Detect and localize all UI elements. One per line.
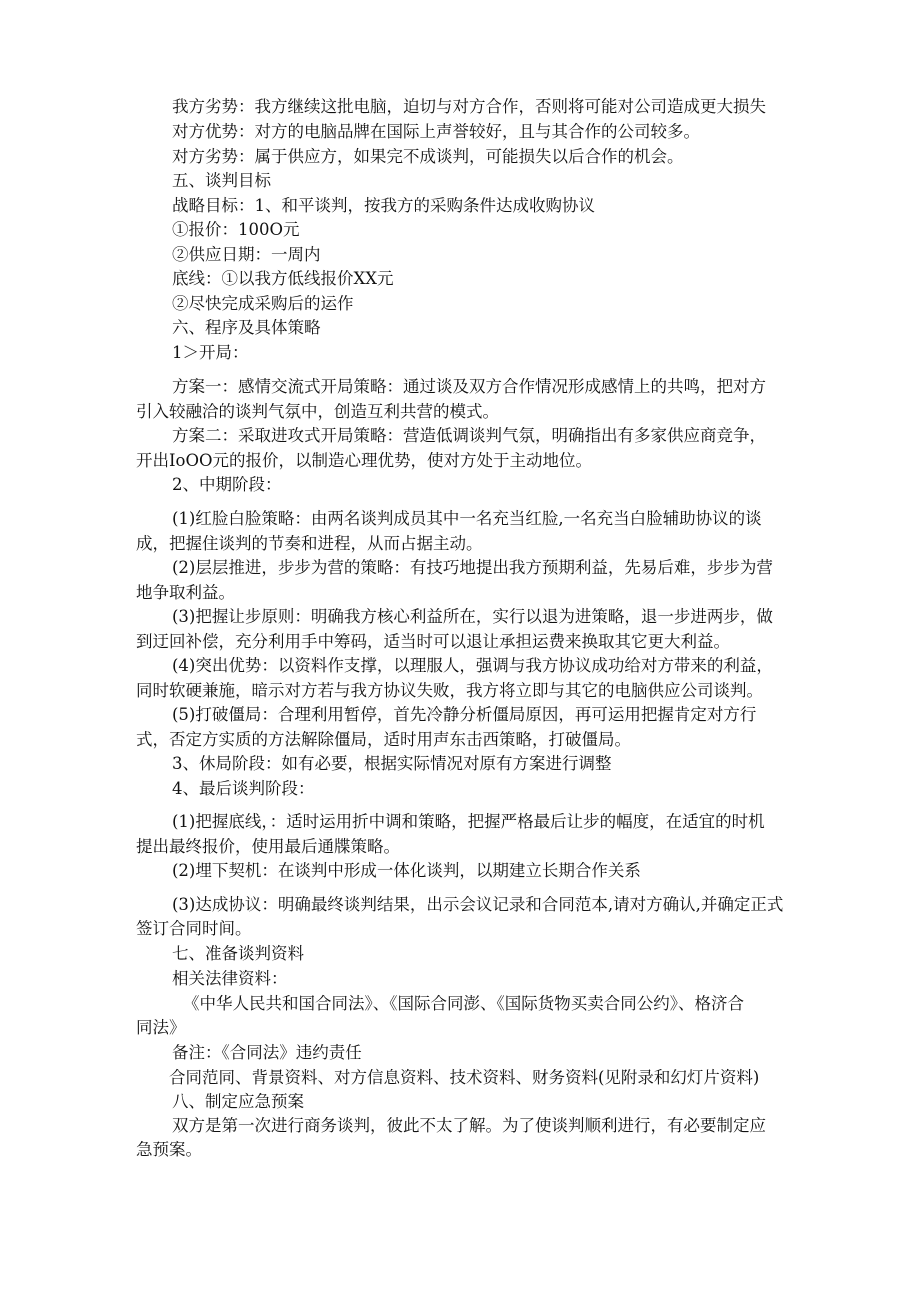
paragraph-line: 相关法律资料： — [172, 969, 288, 988]
paragraph-line: 方案二：采取进攻式开局策略：营造低调谈判气氛，明确指出有多家供应商竞争， — [172, 426, 766, 445]
paragraph-line: 到迂回补偿，充分利用手中筹码，适当时可以退让承担运费来换取其它更大利益。 — [136, 632, 730, 651]
paragraph-line: 备注：《合同法》违约责任 — [172, 1043, 362, 1062]
paragraph-line: ②供应日期：一周内 — [172, 245, 321, 264]
paragraph-line: 急预案。 — [136, 1140, 202, 1159]
paragraph-line: (2)层层推进，步步为营的策略：有技巧地提出我方预期利益，先易后难，步步为营 — [172, 558, 773, 577]
section-heading: 六、程序及具体策略 — [172, 318, 321, 337]
sub-heading: 3、休局阶段：如有必要，根据实际情况对原有方案进行调整 — [172, 754, 612, 773]
paragraph-line: (5)打破僵局：合理利用暂停，首先冷静分析僵局原因，再可运用把握肯定对方行 — [172, 705, 757, 724]
paragraph-line: 引入较融洽的谈判气氛中，创造互利共营的模式。 — [136, 402, 499, 421]
paragraph-line: 对方劣势：属于供应方，如果完不成谈判，可能损失以后合作的机会。 — [172, 147, 684, 166]
section-heading: 七、准备谈判资料 — [172, 944, 304, 963]
paragraph-line: 《中华人民共和国合同法》、《国际合同澎、《国际货物买卖合同公约》、格济合 — [183, 994, 744, 1013]
paragraph-line: 成，把握住谈判的节奏和进程，从而占据主动。 — [136, 534, 483, 553]
paragraph-line: 方案一：感情交流式开局策略：通过谈及双方合作情况形成感情上的共鸣，把对方 — [172, 377, 766, 396]
paragraph-line: (3)把握让步原则：明确我方核心利益所在，实行以退为进策略，退一步进两步，做 — [172, 607, 773, 626]
paragraph-line: 地争取利益。 — [136, 583, 235, 602]
section-heading: 五、谈判目标 — [172, 171, 271, 190]
paragraph-line: 对方优势：对方的电脑品牌在国际上声誉较好，且与其合作的公司较多。 — [172, 122, 700, 141]
sub-heading: 4、最后谈判阶段： — [172, 779, 315, 798]
sub-heading: 2、中期阶段： — [172, 475, 282, 494]
paragraph-line: 开出IoOO元的报价，以制造心理优势，使对方处于主动地位。 — [136, 451, 593, 470]
paragraph-line: ①报价：100O元 — [172, 220, 300, 239]
section-heading: 八、制定应急预案 — [172, 1092, 304, 1111]
paragraph-line: 签订合同时间。 — [136, 919, 252, 938]
paragraph-line: 提出最终报价，使用最后通牒策略。 — [136, 837, 400, 856]
paragraph-line: (1)红脸白脸策略：由两名谈判成员其中一名充当红脸,一名充当白脸辅助协议的谈 — [172, 509, 762, 528]
paragraph-line: (2)埋下契机：在谈判中形成一体化谈判，以期建立长期合作关系 — [172, 861, 641, 880]
paragraph-line: (3)达成协议：明确最终谈判结果，出示会议记录和合同范本,请对方确认,并确定正式 — [172, 895, 784, 914]
paragraph-line: 合同范同、背景资料、对方信息资料、技术资料、财务资料(见附录和幻灯片资料) — [169, 1068, 760, 1087]
paragraph-line: 我方劣势：我方继续这批电脑，迫切与对方合作，否则将可能对公司造成更大损失 — [172, 97, 766, 116]
paragraph-line: 战略目标：1、和平谈判，按我方的采购条件达成收购协议 — [172, 196, 595, 215]
paragraph-line: 同法》 — [136, 1018, 186, 1037]
paragraph-line: (4)突出优势：以资料作支撑，以理服人，强调与我方协议成功给对方带来的利益， — [172, 656, 773, 675]
paragraph-line: ②尽快完成采购后的运作 — [172, 294, 354, 313]
paragraph-line: (1)把握底线，：适时运用折中调和策略，把握严格最后让步的幅度，在适宜的时机 — [172, 812, 765, 831]
paragraph-line: 同时软硬兼施，暗示对方若与我方协议失败，我方将立即与其它的电脑供应公司谈判。 — [136, 681, 763, 700]
paragraph-line: 底线：①以我方低线报价XX元 — [172, 269, 394, 288]
paragraph-line: 式，否定方实质的方法解除僵局，适时用声东击西策略，打破僵局。 — [136, 730, 631, 749]
paragraph-line: 双方是第一次进行商务谈判，彼此不太了解。为了使谈判顺利进行，有必要制定应 — [172, 1116, 766, 1135]
sub-heading: 1＞开局： — [172, 343, 249, 362]
